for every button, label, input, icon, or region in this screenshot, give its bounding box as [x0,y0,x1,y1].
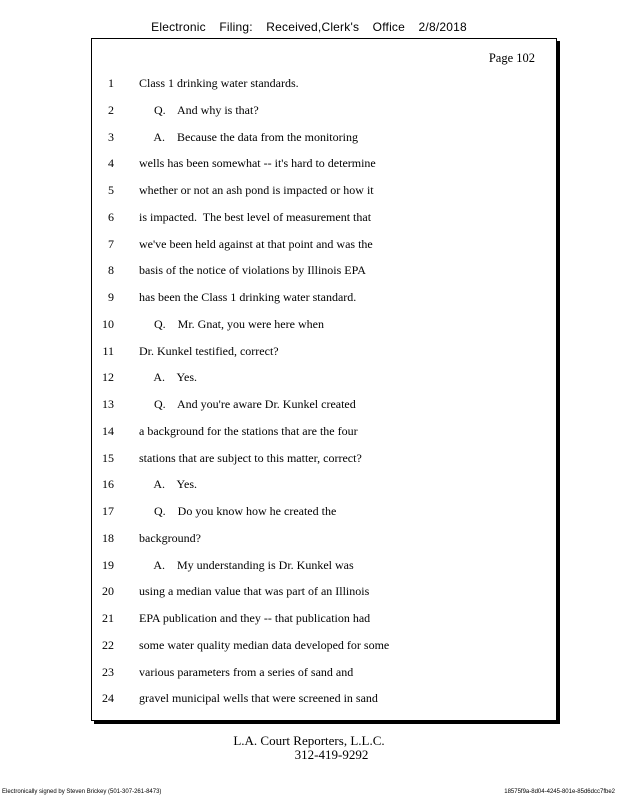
line-number: 18 [102,530,114,545]
line-text: wells has been somewhat -- it's hard to determine [139,156,376,171]
line-number: 24 [102,691,114,706]
line-number: 21 [102,611,114,625]
line-number: 20 [102,584,114,599]
line-text: stations that are subject to this matter, correct? [139,450,362,465]
transcript-line [92,370,556,390]
transcript-line [92,477,556,497]
line-text: Q. And you're aware Dr. Kunkel created [139,397,356,411]
line-text: background? [139,530,201,545]
line-number: 4 [108,156,114,171]
line-text: A. My understanding is Dr. Kunkel was [139,557,354,572]
transcript-line [92,584,556,604]
line-text: a background for the stations that are the four [139,423,358,438]
line-text: gravel municipal wells that were screened in sand [139,691,378,706]
line-text: basis of the notice of violations by Illinois EPA [139,263,366,278]
transcript-line [92,130,556,150]
line-number: 7 [108,236,114,251]
line-number: 14 [102,423,114,438]
transcript-line [92,183,556,203]
page-number: Page 102 [488,51,535,65]
line-text: A. Yes. [139,477,198,492]
line-number: 3 [108,129,114,144]
line-number: 22 [102,637,114,652]
line-number: 15 [102,450,114,465]
transcript-line [92,344,556,364]
line-number: 12 [102,370,114,385]
line-number: 9 [108,290,114,304]
line-text: has been the Class 1 drinking water standard. [139,290,357,304]
transcript-line [92,504,556,524]
transcript-page [91,38,557,721]
line-text: using a median value that was part of an Illinois [139,584,370,599]
filing-header: Electronic Filing: Received,Clerk's Office 2/8/2018 [151,20,467,34]
transcript-line [92,531,556,551]
line-number: 23 [102,664,114,679]
line-text: some water quality median data developed for some [139,637,390,652]
transcript-line [92,317,556,337]
line-number: 1 [108,76,114,90]
line-text: Dr. Kunkel testified, correct? [139,343,279,358]
transcript-line [92,263,556,283]
transcript-line [92,76,556,96]
line-text: we've been held against at that point and was the [139,236,373,251]
line-number: 13 [102,397,114,411]
transcript-line [92,691,556,711]
document-id: 18575f9a-8d04-4245-801e-85d6dcc7fbe2 [504,789,615,795]
line-number: 17 [102,504,114,518]
line-number: 8 [108,263,114,278]
line-text: Q. Mr. Gnat, you were here when [139,316,324,331]
transcript-line [92,611,556,631]
line-text: EPA publication and they -- that publication had [139,611,371,625]
transcript-line [92,558,556,578]
line-text: Q. Do you know how he created the [139,504,337,518]
transcript-line [92,237,556,257]
line-number: 11 [102,343,114,358]
line-text: A. Because the data from the monitoring [139,129,358,144]
transcript-line [92,210,556,230]
line-text: is impacted. The best level of measurement that [139,209,372,224]
transcript-line [92,290,556,310]
line-text: A. Yes. [139,370,198,385]
line-number: 10 [102,316,114,331]
line-number: 19 [102,557,114,572]
line-number: 2 [108,102,114,117]
transcript-line [92,424,556,444]
line-text: whether or not an ash pond is impacted or how it [139,183,374,197]
court-reporter-name: L.A. Court Reporters, L.L.C. [233,733,385,748]
line-text: various parameters from a series of sand and [139,664,354,679]
line-text: Q. And why is that? [139,102,259,117]
line-number: 6 [108,209,114,224]
court-reporter-phone: 312-419-9292 [294,747,369,762]
electronic-signature: Electronically signed by Steven Brickey (501-307-261-8473) [2,789,162,795]
transcript-line [92,451,556,471]
transcript-line [92,397,556,417]
transcript-line [92,103,556,123]
line-text: Class 1 drinking water standards. [139,76,299,90]
transcript-line [92,638,556,658]
transcript-line [92,156,556,176]
line-number: 16 [102,477,114,492]
transcript-line [92,665,556,685]
line-number: 5 [108,183,114,197]
